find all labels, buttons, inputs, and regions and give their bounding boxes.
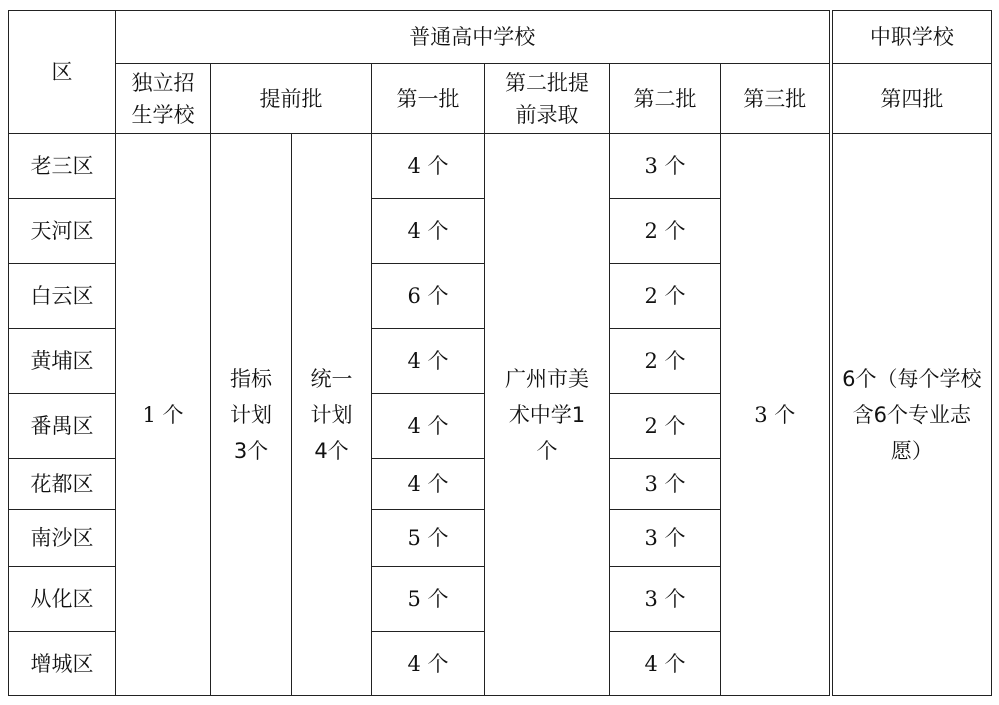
batch3-cell: 3 个 bbox=[721, 134, 831, 696]
batch1-cell: 4 个 bbox=[372, 329, 485, 394]
district-cell: 番禺区 bbox=[9, 394, 116, 459]
district-header: 区 bbox=[9, 11, 116, 134]
admission-batch-table bbox=[8, 10, 992, 696]
batch2-cell: 2 个 bbox=[610, 264, 721, 329]
batch1-cell: 6 个 bbox=[372, 264, 485, 329]
batch1-cell: 4 个 bbox=[372, 632, 485, 696]
district-cell: 黄埔区 bbox=[9, 329, 116, 394]
batch2-cell: 2 个 bbox=[610, 199, 721, 264]
vocational-school-header: 中职学校 bbox=[831, 11, 992, 64]
independent-enrollment-header: 独立招生学校 bbox=[116, 64, 211, 134]
batch2-cell: 3 个 bbox=[610, 459, 721, 510]
batch1-cell: 5 个 bbox=[372, 567, 485, 632]
district-cell: 白云区 bbox=[9, 264, 116, 329]
batch2-advance-cell: 广州市美术中学1个 bbox=[485, 134, 610, 696]
batch2-cell: 2 个 bbox=[610, 329, 721, 394]
batch2-cell: 3 个 bbox=[610, 510, 721, 567]
unified-plan-cell: 统一计划4个 bbox=[292, 134, 372, 696]
batch2-cell: 2 个 bbox=[610, 394, 721, 459]
independent-cell: 1 个 bbox=[116, 134, 211, 696]
general-high-school-header: 普通高中学校 bbox=[116, 11, 831, 64]
batch1-cell: 4 个 bbox=[372, 394, 485, 459]
district-cell: 花都区 bbox=[9, 459, 116, 510]
batch1-cell: 5 个 bbox=[372, 510, 485, 567]
district-cell: 南沙区 bbox=[9, 510, 116, 567]
district-cell: 天河区 bbox=[9, 199, 116, 264]
batch2-header: 第二批 bbox=[610, 64, 721, 134]
batch1-cell: 4 个 bbox=[372, 134, 485, 199]
district-cell: 老三区 bbox=[9, 134, 116, 199]
batch4-cell: 6个（每个学校含6个专业志愿） bbox=[831, 134, 992, 696]
table-row bbox=[9, 134, 992, 199]
batch4-header: 第四批 bbox=[831, 64, 992, 134]
batch2-cell: 3 个 bbox=[610, 567, 721, 632]
batch2-cell: 3 个 bbox=[610, 134, 721, 199]
batch1-header: 第一批 bbox=[372, 64, 485, 134]
batch2-cell: 4 个 bbox=[610, 632, 721, 696]
district-cell: 从化区 bbox=[9, 567, 116, 632]
district-cell: 增城区 bbox=[9, 632, 116, 696]
advance-batch-header: 提前批 bbox=[211, 64, 372, 134]
batch3-header: 第三批 bbox=[721, 64, 831, 134]
batch1-cell: 4 个 bbox=[372, 459, 485, 510]
batch2-advance-header: 第二批提前录取 bbox=[485, 64, 610, 134]
quota-plan-cell: 指标计划3个 bbox=[211, 134, 292, 696]
batch1-cell: 4 个 bbox=[372, 199, 485, 264]
